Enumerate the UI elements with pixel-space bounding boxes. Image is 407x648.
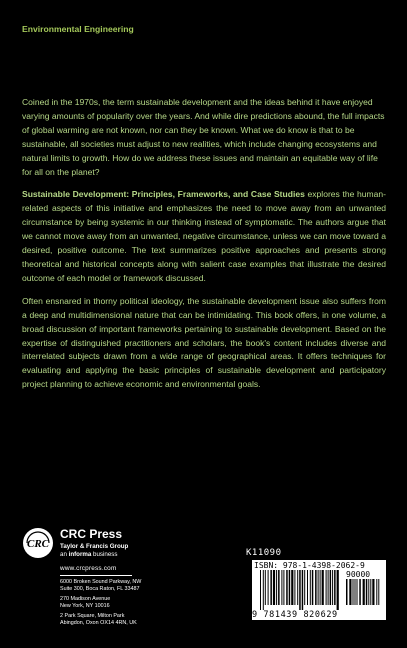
barcode-bar (281, 570, 282, 605)
barcode-bar (330, 570, 332, 605)
barcode-bar (320, 570, 321, 605)
barcode-bar (273, 570, 275, 605)
barcode-bar (334, 570, 336, 605)
barcode-bar (260, 570, 261, 610)
barcode-bar (337, 570, 339, 610)
ean-barcode-bars (260, 570, 340, 610)
publisher-name: CRC Press (60, 527, 123, 541)
book-code: K11090 (246, 548, 282, 558)
address-abingdon (60, 613, 137, 627)
crc-logo-text: CRC (26, 538, 50, 550)
blurb-paragraph-2-text: explores the human-related aspects of this initiative and emphasizes the need to move away from an unwanted circumstance by being systemic in our thinking instead of symptomatic. The authors argue that we cannot move away from an unwanted, negative circumstance, unless we can move toward a desired, positive outcome. The text summarizes positive approaches and presents strong theoretical and historical concepts along with salient case examples that illustrate the desired outcome of each model or framework discussed. (22, 189, 386, 283)
isbn-barcode (252, 560, 386, 620)
price-barcode-bars (346, 579, 382, 610)
barcode-bar (310, 570, 311, 605)
barcode-bar (302, 570, 304, 610)
barcode-bar (283, 570, 284, 605)
barcode-bar (346, 579, 348, 605)
barcode-bar (299, 570, 301, 610)
price-code: 90000 (346, 570, 371, 579)
address-line: Abingdon, Oxon OX14 4RN, UK (60, 620, 137, 626)
barcode-bar (376, 579, 377, 605)
crc-press-logo (22, 527, 54, 559)
barcode-bar (318, 570, 319, 605)
divider (60, 575, 132, 576)
address-line: 6000 Broken Sound Parkway, NW (60, 579, 142, 585)
barcode-bar (270, 570, 272, 605)
isbn-number: ISBN: 978-1-4398-2062-9 (254, 561, 365, 570)
publisher-group: Taylor & Francis Group (60, 543, 129, 550)
barcode-bar (353, 579, 354, 605)
barcode-bar (326, 570, 327, 605)
address-boca-raton (60, 579, 141, 593)
blurb-paragraph-3: Often ensnared in thorny political ideology, the sustainable development issue also suffers from a deep and multidimensional nature that can be intimidating. This book offers, in one volume, a broad discussion of important frameworks pertaining to sustainable development. Based on the expertise of distinguished practitioners and scholars, the book's content includes diverse and interrelated subjects drawn from a wide range of geographical areas. It offers techniques for evaluating and applying the basic principles of sustainable development and participatory project planning to achieve economic and environmental goals. (22, 295, 386, 390)
barcode-bar (286, 570, 288, 605)
barcode-bar (366, 579, 368, 605)
barcode-bar (312, 570, 314, 605)
publisher-website: www.crcpress.com (60, 565, 117, 572)
book-title: Sustainable Development: Principles, Frameworks, and Case Studies (22, 189, 305, 200)
barcode-bar (370, 579, 371, 605)
barcode-digits: 9 781439 820629 (252, 610, 338, 620)
barcode-bar (349, 579, 351, 605)
business-suffix: business (91, 551, 118, 558)
barcode-bar (363, 579, 365, 605)
barcode-bar (359, 579, 361, 605)
publisher-business-line (60, 551, 117, 558)
barcode-bar (294, 570, 295, 605)
barcode-bar (263, 570, 264, 610)
back-cover-blurb (22, 96, 386, 401)
barcode-bar (291, 570, 293, 605)
publisher-block (22, 527, 212, 637)
address-line: Suite 300, Boca Raton, FL 33487 (60, 586, 140, 592)
barcode-bar (268, 570, 269, 605)
barcode-bar (328, 570, 329, 605)
address-line: 270 Madison Avenue (60, 596, 111, 602)
barcode-bar (304, 570, 305, 605)
barcode-bar (355, 579, 356, 605)
blurb-paragraph-2 (22, 188, 386, 285)
barcode-bar (322, 570, 324, 605)
barcode-bar (278, 570, 280, 605)
address-line: New York, NY 10016 (60, 603, 110, 609)
barcode-bar (332, 570, 333, 605)
blurb-paragraph-1: Coined in the 1970s, the term sustainable development and the ideas behind it have enjoyed varying amounts of popularity over the years. And while dire predictions abound, the full impacts of global warming are not known, nor can they be known. What we do know is that to be sustainable, all societies must adjust to new realities, which include changing ecosystems and natural limits to growth. How do we address these issues and maintain an equitable way of life for all on the planet? (22, 97, 385, 177)
barcode-bar (276, 570, 277, 605)
barcode-bar (372, 579, 374, 605)
barcode-bar (307, 570, 308, 605)
barcode-bar (289, 570, 291, 605)
series-label: Environmental Engineering (22, 24, 134, 34)
address-new-york (60, 596, 110, 610)
barcode-bar (315, 570, 317, 605)
barcode-bar (297, 570, 298, 605)
address-line: 2 Park Square, Milton Park (60, 613, 125, 619)
barcode-bar (368, 579, 369, 605)
barcode-bar (357, 579, 358, 605)
barcode-bar (265, 570, 266, 605)
business-name: informa (68, 551, 92, 558)
business-prefix: an (60, 551, 69, 558)
barcode-bar (378, 579, 379, 605)
